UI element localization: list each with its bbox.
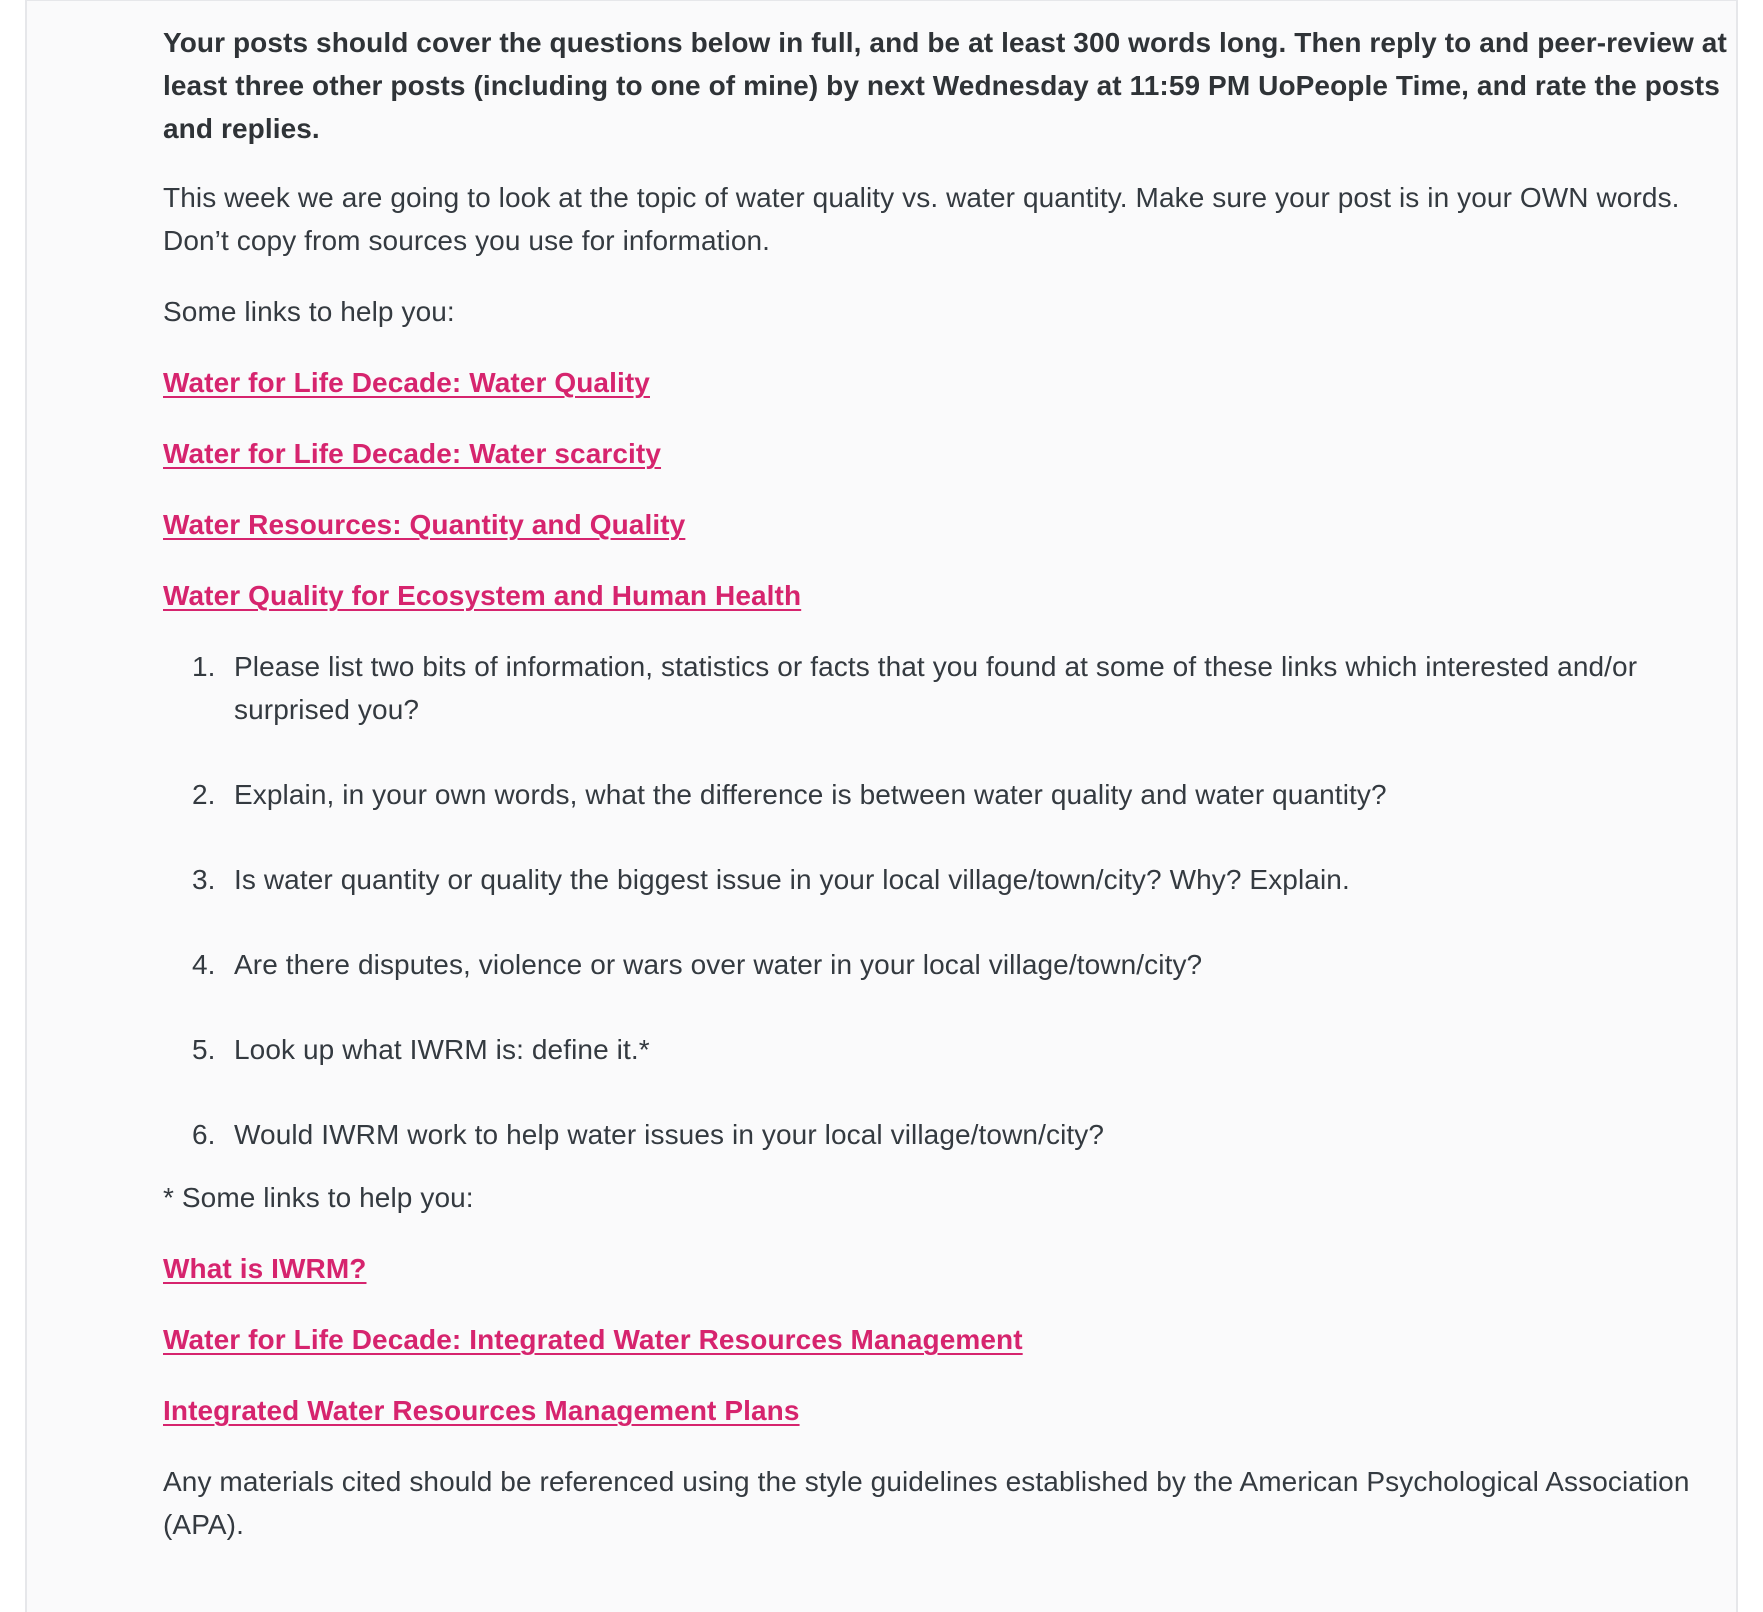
link-water-quality[interactable]: Water for Life Decade: Water Quality [163,367,650,398]
question-text: Is water quantity or quality the biggest issue in your local village/town/city? Why? Explain. [234,864,1350,895]
question-number: 1. [192,651,216,682]
post-content [163,21,1743,1574]
question-list [163,645,1743,1156]
question-number: 2. [192,779,216,810]
question-text: Explain, in your own words, what the difference is between water quality and water quantity? [234,779,1387,810]
apa-note: Any materials cited should be referenced using the style guidelines established by the American Psychological Association (APA). [163,1466,1690,1540]
link-row [163,574,1743,617]
topic-description: This week we are going to look at the topic of water quality vs. water quantity. Make sure your post is in your OWN words. Don’t copy from sources you use for information. [163,182,1680,256]
iwrm-links-heading: * Some links to help you: [163,1182,474,1213]
question-number: 5. [192,1034,216,1065]
link-row [163,432,1743,475]
question-text: Would IWRM work to help water issues in your local village/town/city? [234,1119,1105,1150]
question-text: Are there disputes, violence or wars over water in your local village/town/city? [234,949,1203,980]
question-item [163,858,1743,901]
link-water-scarcity[interactable]: Water for Life Decade: Water scarcity [163,438,662,469]
question-item [163,1028,1743,1071]
links-heading: Some links to help you: [163,296,455,327]
link-iwrm-plans[interactable]: Integrated Water Resources Management Plans [163,1395,800,1426]
question-text: Please list two bits of information, statistics or facts that you found at some of these links which interested and/or surprised you? [234,651,1638,725]
forum-post-panel [25,0,1738,1612]
question-number: 3. [192,864,216,895]
link-row [163,1247,1743,1290]
link-what-is-iwrm[interactable]: What is IWRM? [163,1253,367,1284]
link-row [163,361,1743,404]
question-item [163,1113,1743,1156]
posting-requirements: Your posts should cover the questions below in full, and be at least 300 words long. Then reply to and peer-review at least three other posts (including to one of mine) by next Wednesday at 11:59 PM UoPeople Time, and rate the posts and replies. [163,27,1727,144]
link-row [163,1318,1743,1361]
link-water-resources[interactable]: Water Resources: Quantity and Quality [163,509,686,540]
question-text: Look up what IWRM is: define it.* [234,1034,650,1065]
link-row [163,503,1743,546]
question-number: 6. [192,1119,216,1150]
question-item [163,773,1743,816]
question-item [163,943,1743,986]
link-row [163,1389,1743,1432]
question-number: 4. [192,949,216,980]
link-ecosystem-health[interactable]: Water Quality for Ecosystem and Human Health [163,580,802,611]
link-iwrm-decade[interactable]: Water for Life Decade: Integrated Water Resources Management [163,1324,1023,1355]
question-item [163,645,1743,731]
